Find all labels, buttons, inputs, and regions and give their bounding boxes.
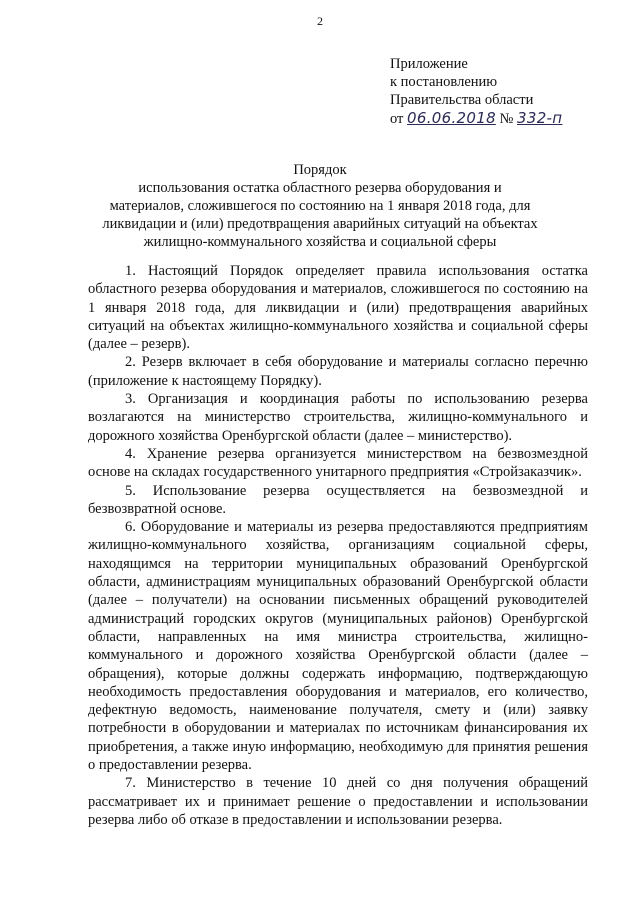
paragraph-7: 7. Министерство в течение 10 дней со дня получения обращений рассматривает их и принимает решение о предоставлении и использовании резерва либо об отказе в предоставлении и использовании резерва. <box>88 775 588 828</box>
paragraph-3: 3. Организация и координация работы по использованию резерва возлагаются на министерство строительства, жилищно-коммунального и дорожного хозяйства Оренбургской области (далее – министерство). <box>88 391 588 444</box>
paragraph-2: 2. Резерв включает в себя оборудование и материалы согласно перечню (приложение к настоящему Порядку). <box>88 354 588 389</box>
date-prefix: от <box>390 111 404 127</box>
page-number: 2 <box>317 14 323 28</box>
title-subheading: использования остатка областного резерва оборудования и материалов, сложившегося по состоянию на 1 января 2018 года, для ликвидации и (или) предотвращения аварийных ситуаций на объектах жилищно-коммунального хозяйства и социальной сферы <box>102 180 538 250</box>
document-title <box>100 161 540 251</box>
document-body <box>88 262 588 829</box>
paragraph-1: 1. Настоящий Порядок определяет правила использования остатка областного резерва оборудования и материалов, сложившегося по состоянию на 1 января 2018 года, для ликвидации и (или) предотвращения аварийных ситуаций на объектах жилищно-коммунального хозяйства и социальной сферы (далее – резерв). <box>88 263 588 353</box>
appendix-line-1: Приложение <box>390 56 468 72</box>
handwritten-date: 06.06.2018 <box>407 109 496 127</box>
title-heading: Порядок <box>293 162 347 178</box>
appendix-block <box>390 55 625 128</box>
handwritten-number: 332-п <box>517 109 563 127</box>
appendix-date-line <box>390 109 625 128</box>
paragraph-6: 6. Оборудование и материалы из резерва предоставляются предприятиям жилищно-коммунального хозяйства, организациям социальной сферы, находящимся на территории муниципальных образований Оренбургской области, администрациям муниципальных образований Оренбургской области (далее – получатели) на основании письменных обращений руководителей администраций городских округов (муниципальных районов) Оренбургской области, направленных на имя министра строительства, жилищно-коммунального и дорожного хозяйства Оренбургской области (далее – обращения), которые должны содержать информацию, подтверждающую необходимость предоставления оборудования и материалов, его количество, дефектную ведомость, наименование получателя, смету и (или) заявку потребности в оборудовании и материалах по источникам финансирования их приобретения, а также иную информацию, необходимую для принятия решения о предоставлении резерва. <box>88 519 588 774</box>
number-sign: № <box>499 111 514 127</box>
paragraph-4: 4. Хранение резерва организуется министерством на безвозмездной основе на складах государственного унитарного предприятия «Стройзаказчик». <box>88 445 588 481</box>
appendix-line-2: к постановлению <box>390 74 498 90</box>
appendix-line-3: Правительства области <box>390 92 534 108</box>
paragraph-5: 5. Использование резерва осуществляется на безвозмездной и безвозвратной основе. <box>88 482 588 517</box>
